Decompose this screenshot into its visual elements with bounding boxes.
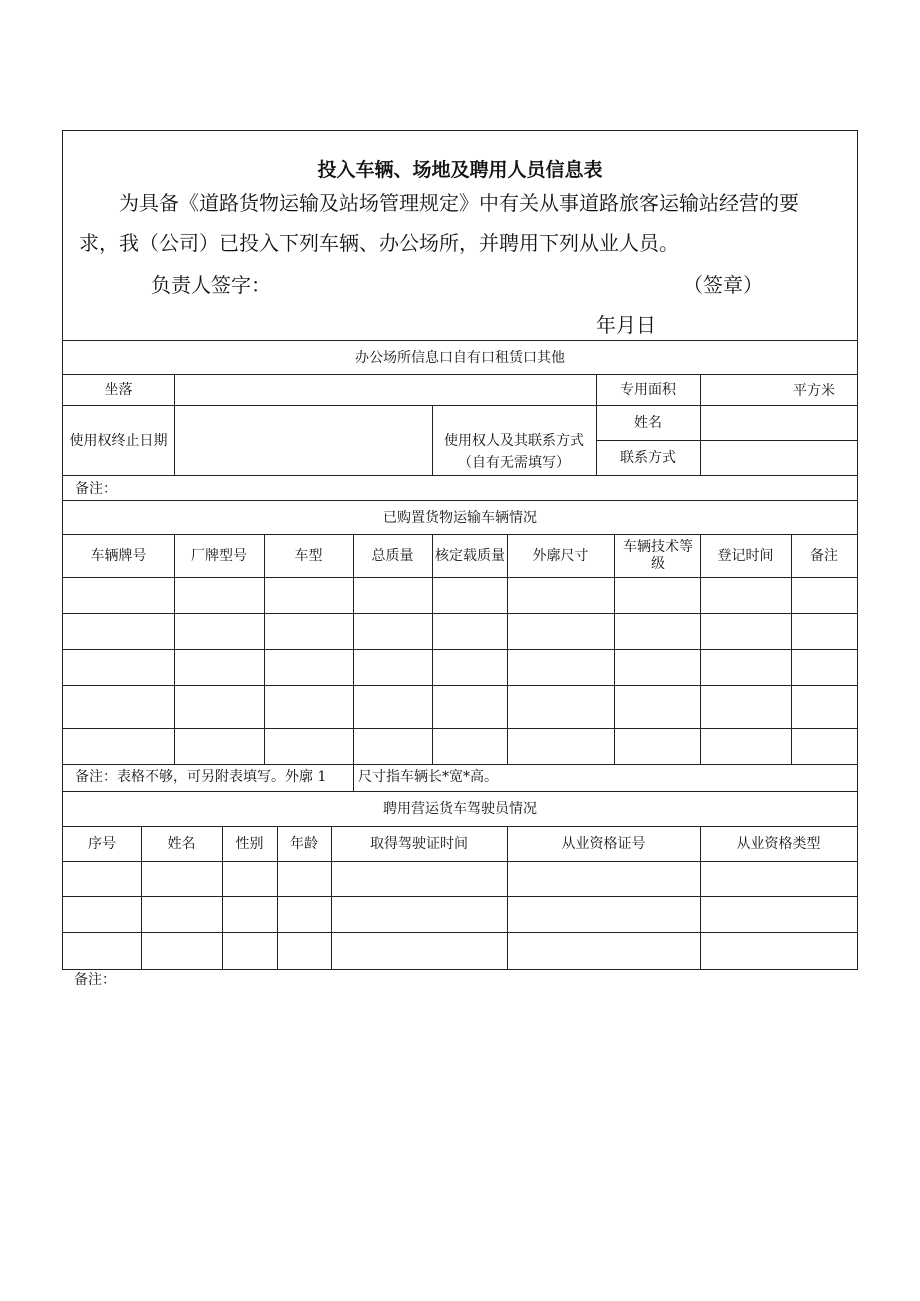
form-title: 投入车辆、场地及聘用人员信息表	[317, 159, 603, 181]
owner-label: 使用权人及其联系方式	[444, 433, 584, 449]
divider	[353, 764, 354, 791]
vehicle-col-reg-time: 登记时间	[717, 548, 774, 564]
divider	[63, 861, 857, 862]
location-label: 坐落	[104, 382, 133, 398]
form-frame	[62, 130, 858, 970]
vehicle-col-plate: 车辆牌号	[90, 548, 147, 564]
driver-col-name: 姓名	[167, 836, 196, 852]
area-label: 专用面积	[620, 382, 676, 398]
vehicle-remark-dimension-note: 尺寸指车辆长*宽*高。	[358, 769, 498, 785]
vehicle-col-remark: 备注	[810, 548, 838, 564]
owner-contact-field[interactable]	[701, 441, 857, 475]
vehicle-col-model: 厂牌型号	[191, 548, 247, 564]
divider	[63, 475, 857, 476]
seal-label: （签章）	[683, 273, 763, 297]
term-end-label: 使用权终止日期	[69, 432, 168, 449]
divider	[63, 685, 857, 686]
divider	[63, 896, 857, 897]
driver-col-age: 年龄	[290, 836, 318, 852]
intro-text-line2: 求，我（公司）已投入下列车辆、办公场所，并聘用下列从业人员。	[79, 231, 679, 255]
driver-col-cert-type: 从业资格类型	[736, 836, 821, 852]
office-remark: 备注：	[75, 481, 117, 497]
divider	[63, 932, 857, 933]
divider	[614, 534, 615, 764]
owner-contact-label: 联系方式	[620, 450, 676, 466]
driver-col-index: 序号	[88, 836, 116, 852]
vehicle-col-tech-grade: 车辆技术等级	[623, 539, 693, 572]
driver-remark: 备注：	[74, 972, 116, 988]
intro-text-line1: 为具备《道路货物运输及站场管理规定》中有关从事道路旅客运输站经营的要	[119, 191, 799, 215]
divider	[432, 534, 433, 764]
driver-col-cert-number: 从业资格证号	[561, 836, 646, 852]
divider	[63, 613, 857, 614]
vehicle-section-title: 已购置货物运输车辆情况	[383, 509, 537, 526]
vehicle-col-rated-load: 核定载质量	[435, 547, 505, 564]
divider	[63, 649, 857, 650]
divider	[63, 728, 857, 729]
driver-col-gender: 性别	[235, 836, 264, 852]
term-end-field[interactable]	[175, 406, 432, 475]
area-field[interactable]	[701, 375, 789, 405]
date-label: 年月日	[596, 313, 656, 337]
area-unit: 平方米	[793, 383, 835, 399]
owner-label-note: （自有无需填写）	[458, 455, 570, 471]
driver-col-license-time: 取得驾驶证时间	[370, 836, 468, 852]
vehicle-col-total-mass: 总质量	[371, 548, 414, 564]
vehicle-remark: 备注：表格不够，可另附表填写。外廓 1	[75, 769, 327, 785]
driver-section-title: 聘用营运货车驾驶员情况	[383, 801, 537, 817]
signer-label: 负责人签字：	[151, 273, 271, 297]
vehicle-col-dimensions: 外廓尺寸	[532, 548, 589, 564]
location-field[interactable]	[175, 375, 596, 405]
vehicle-col-type: 车型	[294, 548, 323, 564]
divider	[63, 577, 857, 578]
office-section-title: 办公场所信息口自有口租赁口其他	[355, 349, 565, 366]
owner-name-field[interactable]	[701, 406, 857, 440]
divider	[63, 764, 857, 765]
owner-name-label: 姓名	[634, 415, 662, 431]
